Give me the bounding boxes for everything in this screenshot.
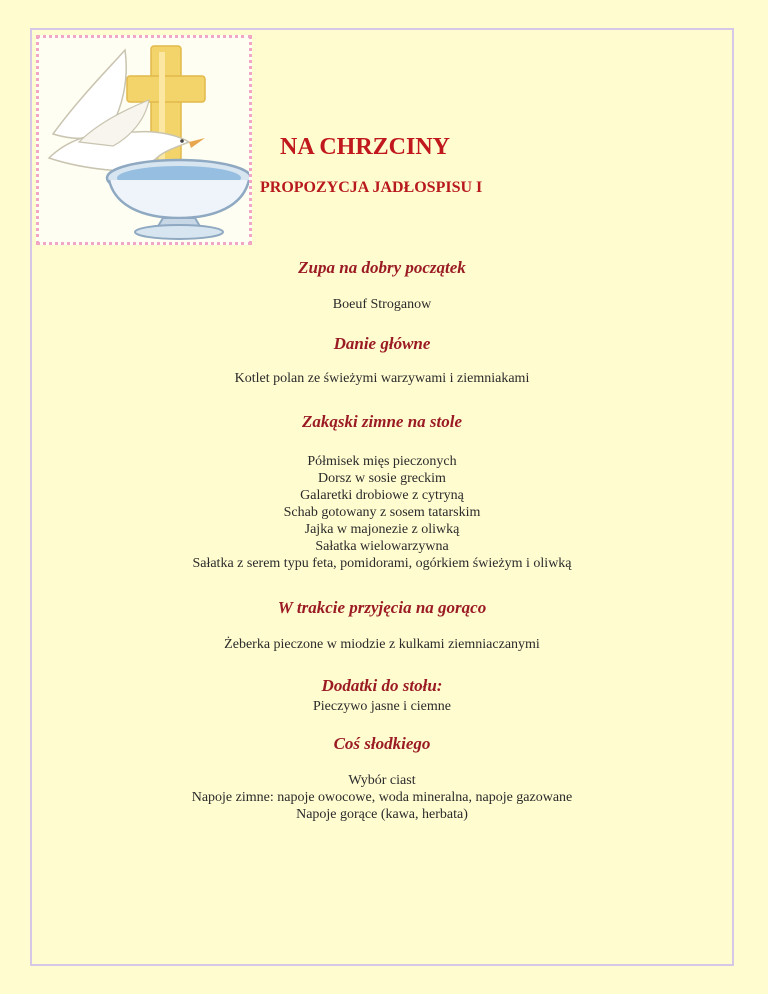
section-items (30, 636, 734, 653)
menu-item: Napoje zimne: napoje owocowe, woda mineralna, napoje gazowane (191, 790, 573, 805)
menu-section-side-dishes (30, 674, 734, 715)
baptismal-font-icon (107, 160, 249, 239)
section-heading: Zakąski zimne na stole (301, 412, 463, 431)
menu-item: Boeuf Stroganow (332, 297, 432, 312)
baptism-illustration-art (39, 38, 249, 242)
menu-item: Sałatka z serem typu feta, pomidorami, ogórkiem świeżym i oliwką (192, 556, 572, 571)
section-heading: Coś słodkiego (333, 734, 431, 753)
menu-item: Schab gotowany z sosem tatarskim (283, 505, 481, 520)
section-heading: Dodatki do stołu: (321, 676, 443, 695)
section-heading: Zupa na dobry początek (298, 258, 466, 277)
section-heading: Danie główne (333, 334, 431, 353)
menu-section-hot-dishes (30, 596, 734, 653)
menu-item: Pieczywo jasne i ciemne (312, 699, 451, 714)
menu-item: Dorsz w sosie greckim (318, 471, 446, 486)
menu-section-soup (30, 256, 734, 313)
section-items (30, 698, 734, 715)
menu-item: Półmisek mięs pieczonych (307, 454, 457, 469)
menu-item: Kotlet polan ze świeżymi warzywami i ziemniakami (234, 371, 530, 386)
section-heading: W trakcie przyjęcia na gorąco (277, 598, 487, 617)
section-items (30, 772, 734, 823)
section-items (30, 370, 734, 387)
page-subtitle: PROPOZYCJA JADŁOSPISU I (260, 179, 483, 196)
menu-section-main-course (30, 332, 734, 387)
menu-section-desserts (30, 732, 734, 823)
menu-item: Żeberka pieczone w miodzie z kulkami ziemniaczanymi (224, 637, 540, 652)
menu-item: Galaretki drobiowe z cytryną (300, 488, 464, 503)
menu-item: Wybór ciast (348, 773, 416, 788)
section-items (30, 453, 734, 572)
menu-item: Jajka w majonezie z oliwką (304, 522, 460, 537)
menu-item: Napoje gorące (kawa, herbata) (296, 807, 468, 822)
baptism-illustration (36, 35, 252, 245)
page-title: NA CHRZCINY (280, 134, 451, 160)
menu-section-cold-starters (30, 410, 734, 572)
menu-item: Sałatka wielowarzywna (315, 539, 449, 554)
section-items (30, 296, 734, 313)
